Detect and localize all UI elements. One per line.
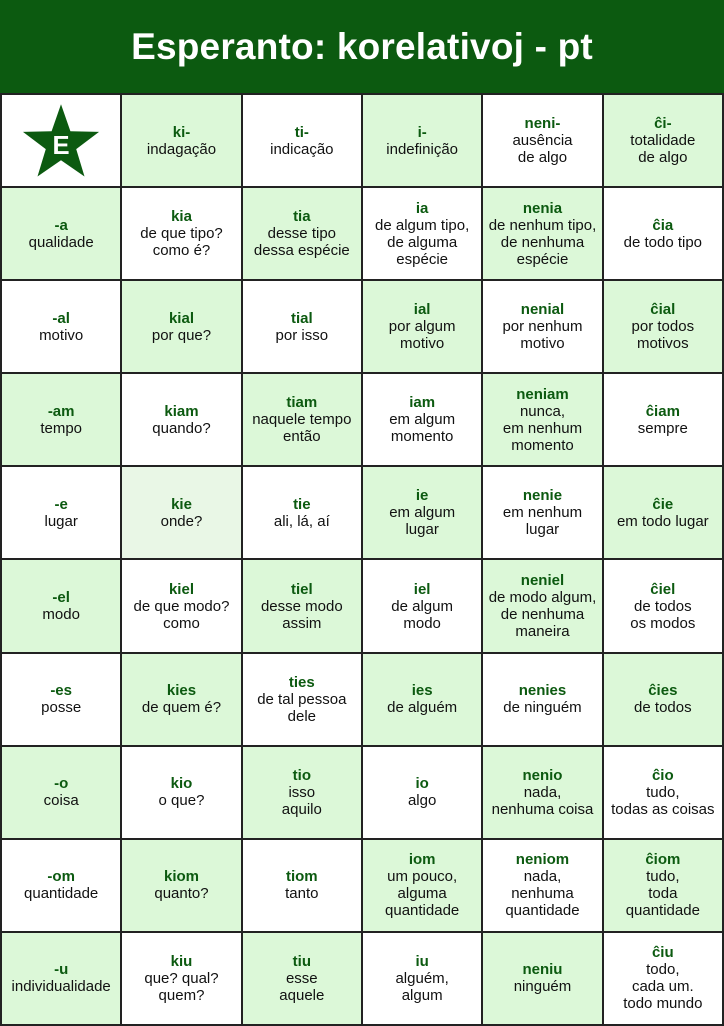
correlative-meaning: de todos os modos <box>630 597 696 632</box>
correlative-form: kial <box>168 309 194 327</box>
correlative-form: io <box>415 775 429 793</box>
correlative-form: kiam <box>164 402 199 420</box>
correlative-form: -am <box>47 402 75 420</box>
correlative-cell <box>242 746 362 839</box>
correlative-meaning: desse tipo dessa espécie <box>253 225 350 260</box>
correlative-meaning: em nenhum lugar <box>502 504 583 539</box>
correlative-cell <box>242 653 362 746</box>
correlative-meaning: nada, nenhuma coisa <box>491 783 594 818</box>
correlative-cell <box>362 187 482 280</box>
correlative-meaning: tanto <box>285 885 319 903</box>
correlative-cell <box>482 187 602 280</box>
correlative-form: ties <box>288 673 315 691</box>
correlative-cell <box>362 653 482 746</box>
correlative-form: ĉiom <box>645 851 681 869</box>
correlative-cell <box>603 932 723 1025</box>
correlative-cell <box>242 839 362 932</box>
correlative-meaning: em algum lugar <box>389 504 456 539</box>
correlative-cell <box>482 746 602 839</box>
correlative-form: ia <box>415 199 429 217</box>
correlative-meaning: de algum modo <box>391 597 453 632</box>
correlative-form: tie <box>293 495 311 513</box>
correlative-cell <box>362 373 482 466</box>
correlative-meaning: de todos <box>634 699 692 717</box>
correlative-cell <box>121 653 241 746</box>
correlative-form: ial <box>413 301 431 319</box>
correlative-meaning: por nenhum motivo <box>502 318 583 353</box>
correlative-meaning: nada, nenhuma quantidade <box>505 868 580 920</box>
correlative-form: -el <box>52 589 70 607</box>
correlative-cell <box>482 932 602 1025</box>
esperanto-star-icon <box>21 102 101 180</box>
correlative-cell <box>482 839 602 932</box>
table-row <box>1 746 723 839</box>
correlative-cell <box>362 839 482 932</box>
correlative-cell <box>482 94 602 187</box>
correlative-meaning: lugar <box>44 512 78 530</box>
correlative-form: i- <box>417 123 427 141</box>
correlative-cell <box>121 187 241 280</box>
correlative-form: -o <box>54 775 69 793</box>
correlative-cell <box>121 280 241 373</box>
correlative-form: kie <box>171 495 192 513</box>
correlative-meaning: indicação <box>270 140 334 158</box>
correlative-form: nenial <box>520 301 565 319</box>
correlative-meaning: qualidade <box>28 233 94 251</box>
correlative-form: kia <box>171 208 192 226</box>
correlative-meaning: de nenhum tipo, de nenhuma espécie <box>488 216 597 268</box>
table-row <box>1 559 723 652</box>
correlative-meaning: tudo, toda quantidade <box>625 868 700 920</box>
correlative-cell <box>603 94 723 187</box>
table-row <box>1 373 723 466</box>
correlative-form: iam <box>409 394 436 412</box>
correlative-form: tiam <box>286 394 318 412</box>
correlative-cell <box>1 373 121 466</box>
correlative-cell <box>482 653 602 746</box>
table-row <box>1 932 723 1025</box>
correlative-meaning: por algum motivo <box>388 318 456 353</box>
correlative-form: ies <box>411 682 433 700</box>
correlative-cell <box>242 280 362 373</box>
correlative-cell <box>603 187 723 280</box>
correlative-form: ĉio <box>651 766 674 784</box>
correlative-meaning: quanto? <box>154 885 209 903</box>
correlative-form: neniu <box>522 961 563 979</box>
correlative-meaning: o que? <box>158 792 205 810</box>
correlative-meaning: indefinição <box>386 140 458 158</box>
correlative-form: ti- <box>294 123 309 141</box>
correlative-meaning: motivo <box>39 326 84 344</box>
correlative-form: ĉiel <box>650 580 676 598</box>
correlative-form: -u <box>54 961 69 979</box>
correlative-meaning: de algum tipo, de alguma espécie <box>375 216 470 268</box>
correlative-cell <box>121 559 241 652</box>
correlative-cell <box>1 839 121 932</box>
correlative-form: ĉiu <box>651 944 674 962</box>
correlative-meaning: por que? <box>151 326 212 344</box>
correlative-meaning: todo, cada um. todo mundo <box>623 961 703 1013</box>
correlative-form: neni- <box>524 115 561 133</box>
correlative-meaning: posse <box>41 699 82 717</box>
correlative-cell <box>242 373 362 466</box>
correlative-cell <box>603 746 723 839</box>
correlative-form: nenies <box>518 682 567 700</box>
correlative-meaning: individualidade <box>11 978 111 996</box>
correlative-meaning: em todo lugar <box>616 512 709 530</box>
correlative-cell <box>1 653 121 746</box>
table-row <box>1 280 723 373</box>
correlative-cell <box>121 373 241 466</box>
correlative-form: ĉia <box>652 216 674 234</box>
correlative-form: -a <box>54 216 68 234</box>
correlative-cell <box>603 466 723 559</box>
correlative-meaning: de todo tipo <box>623 233 703 251</box>
correlative-meaning: um pouco, alguma quantidade <box>385 868 460 920</box>
correlative-meaning: de ninguém <box>503 699 582 717</box>
correlative-cell <box>242 187 362 280</box>
correlative-cell <box>1 280 121 373</box>
correlative-meaning: tudo, todas as coisas <box>611 783 715 818</box>
table-row <box>1 187 723 280</box>
correlative-form: neniam <box>516 385 569 403</box>
correlative-meaning: alguém, algum <box>395 969 449 1004</box>
correlative-form: -om <box>47 868 75 886</box>
correlative-form: -e <box>54 495 68 513</box>
correlative-cell <box>482 559 602 652</box>
correlative-form: nenio <box>522 766 563 784</box>
correlative-meaning: algo <box>407 792 437 810</box>
correlative-cell <box>1 932 121 1025</box>
correlative-cell <box>121 932 241 1025</box>
correlative-meaning: desse modo assim <box>260 597 343 632</box>
correlative-cell <box>242 559 362 652</box>
correlative-meaning: em algum momento <box>389 411 456 446</box>
correlative-meaning: tempo <box>40 419 83 437</box>
correlative-meaning: de que tipo? como é? <box>140 225 223 260</box>
correlative-meaning: quantidade <box>24 885 99 903</box>
correlative-cell <box>1 187 121 280</box>
page-title: Esperanto: korelativoj - pt <box>131 25 593 67</box>
correlative-meaning: de que modo? como <box>133 597 230 632</box>
correlative-meaning: de quem é? <box>141 699 222 717</box>
correlative-cell <box>362 746 482 839</box>
header-banner <box>0 0 724 93</box>
correlative-cell <box>362 94 482 187</box>
correlative-meaning: ali, lá, aí <box>273 512 330 530</box>
correlative-cell <box>242 932 362 1025</box>
correlative-cell <box>1 466 121 559</box>
correlative-meaning: de alguém <box>387 699 458 717</box>
correlative-meaning: onde? <box>160 512 203 530</box>
correlative-meaning: naquele tempo então <box>252 411 352 446</box>
correlative-cell <box>482 373 602 466</box>
correlative-form: ĉial <box>650 301 676 319</box>
table-row <box>1 653 723 746</box>
correlative-form: tiom <box>285 868 318 886</box>
correlative-cell <box>482 466 602 559</box>
correlative-form: iu <box>415 952 429 970</box>
correlative-cell <box>603 653 723 746</box>
table-row <box>1 839 723 932</box>
correlative-form: tial <box>290 309 313 327</box>
correlative-meaning: modo <box>42 606 80 624</box>
correlative-form: nenia <box>522 199 563 217</box>
correlative-cell <box>603 280 723 373</box>
correlative-form: nenie <box>522 487 563 505</box>
correlatives-table <box>0 93 724 1026</box>
correlative-cell <box>482 280 602 373</box>
correlative-form: tiu <box>292 952 311 970</box>
correlative-form: ĉiam <box>645 402 680 420</box>
correlative-meaning: ausência de algo <box>512 132 573 167</box>
correlative-meaning: esse aquele <box>279 969 325 1004</box>
table-body <box>1 94 723 1025</box>
correlative-meaning: de modo algum, de nenhuma maneira <box>488 589 597 641</box>
correlative-form: iom <box>408 851 436 869</box>
correlative-form: -al <box>52 309 70 327</box>
table-row <box>1 94 723 187</box>
correlative-form: neniom <box>515 851 570 869</box>
logo-letter: E <box>52 131 70 160</box>
correlative-form: tiel <box>290 580 313 598</box>
correlative-form: ki- <box>172 123 191 141</box>
correlative-cell <box>1 746 121 839</box>
correlative-meaning: por todos motivos <box>631 318 695 353</box>
correlative-cell <box>242 94 362 187</box>
correlative-form: kiom <box>163 868 199 886</box>
correlative-cell <box>121 466 241 559</box>
correlative-cell <box>242 466 362 559</box>
correlative-meaning: que? qual? quem? <box>144 969 219 1004</box>
correlative-cell <box>603 559 723 652</box>
correlative-meaning: ninguém <box>513 978 572 996</box>
correlative-form: neniel <box>520 572 565 590</box>
correlative-meaning: sempre <box>637 419 688 437</box>
correlative-meaning: totalidade de algo <box>630 132 696 167</box>
correlative-meaning: coisa <box>43 792 79 810</box>
correlative-meaning: nunca, em nenhum momento <box>502 402 583 454</box>
correlative-form: ĉies <box>648 682 678 700</box>
correlative-cell <box>121 94 241 187</box>
correlative-form: tio <box>292 766 311 784</box>
correlative-meaning: isso aquilo <box>281 783 322 818</box>
correlative-meaning: de tal pessoa dele <box>257 690 347 725</box>
correlative-cell <box>603 839 723 932</box>
correlative-cell <box>362 932 482 1025</box>
correlative-form: ie <box>415 487 429 505</box>
correlative-cell <box>121 746 241 839</box>
correlative-meaning: quando? <box>152 419 211 437</box>
correlative-cell <box>1 559 121 652</box>
correlative-cell <box>362 559 482 652</box>
correlative-meaning: por isso <box>275 326 329 344</box>
correlative-form: kiel <box>168 580 194 598</box>
correlative-form: kiu <box>170 952 193 970</box>
correlative-cell <box>603 373 723 466</box>
correlative-form: kies <box>166 682 197 700</box>
correlative-meaning: indagação <box>146 140 217 158</box>
table-row <box>1 466 723 559</box>
correlative-form: ĉie <box>652 495 674 513</box>
correlative-cell <box>121 839 241 932</box>
correlative-form: iel <box>413 580 431 598</box>
correlative-form: -es <box>50 682 72 700</box>
correlative-cell <box>362 466 482 559</box>
correlative-form: tia <box>293 208 311 226</box>
correlative-form: ĉi- <box>654 115 672 133</box>
correlative-form: kio <box>170 775 193 793</box>
correlative-cell <box>362 280 482 373</box>
logo-cell <box>1 94 121 187</box>
